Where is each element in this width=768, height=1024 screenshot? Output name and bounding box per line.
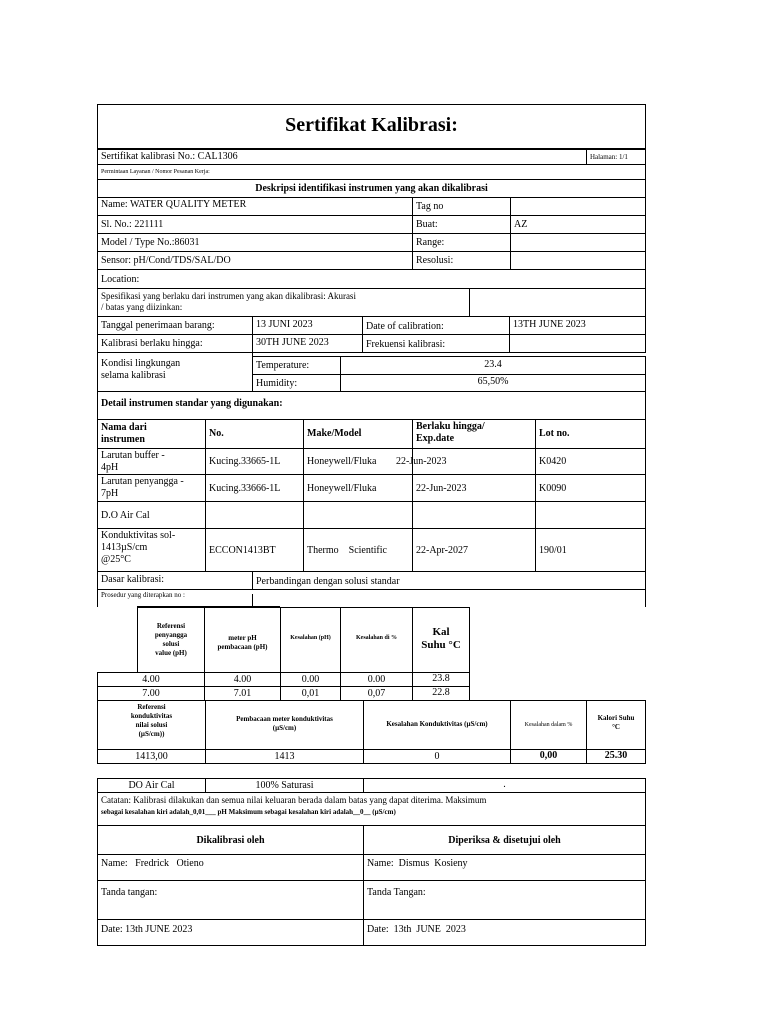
environment-label xyxy=(97,352,253,392)
std-row-exp: 22-Apr-2027 xyxy=(412,528,536,572)
specification xyxy=(97,288,470,317)
calibration-date-value: 13TH JUNE 2023 xyxy=(509,316,646,335)
page-title: Sertifikat Kalibrasi: xyxy=(285,114,458,136)
basis-value: Perbandingan dengan solusi standar xyxy=(252,571,646,590)
do-air-cal-value: 100% Saturasi xyxy=(205,778,364,793)
receipt-value: 13 JUNI 2023 xyxy=(252,316,363,335)
service-request: Permintaan Layanan / Nomor Pesanan Kerja: xyxy=(97,164,646,180)
cond-col-reading-line-2: (µS/cm) xyxy=(272,724,297,732)
std-row-no: Kucing.33666-1L xyxy=(205,474,304,502)
sensor: Sensor: pH/Cond/TDS/SAL/DO xyxy=(97,251,413,270)
ph-col-reference-line-3: solusi xyxy=(162,640,180,648)
ph-row-meter: 4.00 xyxy=(204,672,281,687)
specification-line-1: Spesifikasi yang berlaku dari instrumen yang akan dikalibrasi: Akurasi xyxy=(101,291,356,301)
ph-col-meter xyxy=(204,607,281,673)
ph-row-meter: 7.01 xyxy=(204,686,281,701)
ph-row-cal-temp: 22.8 xyxy=(412,686,470,701)
ph-col-cal-temp xyxy=(412,607,470,673)
std-col-exp xyxy=(412,419,536,449)
ph-col-reference-line-4: value (pH) xyxy=(155,649,187,657)
ph-col-error-percent: Kesalahan di % xyxy=(340,607,413,673)
page-number: Halaman: 1/1 xyxy=(586,149,646,165)
approved-by-header: Diperiksa & disetujui oleh xyxy=(363,825,646,855)
ph-col-error: Kesalahan (pH) xyxy=(280,607,341,673)
std-row-name xyxy=(97,474,206,502)
std-col-make: Make/Model xyxy=(303,419,413,449)
make-label: Buat: xyxy=(412,215,511,234)
valid-until-value: 30TH JUNE 2023 xyxy=(252,334,363,353)
description-header: Deskripsi identifikasi instrumen yang akan dikalibrasi xyxy=(97,179,646,198)
std-col-exp-line-2: Exp.date xyxy=(416,433,455,444)
cond-row-cal-temp: 25.30 xyxy=(586,749,646,764)
note xyxy=(97,792,646,826)
temperature-value: 23.4 xyxy=(340,356,646,375)
calibration-date-label: Date of calibration: xyxy=(362,316,510,335)
ph-col-reference xyxy=(137,607,205,673)
procedure: Prosedur yang diterapkan no : xyxy=(97,589,646,607)
environment-line-1: Kondisi lingkungan xyxy=(101,358,181,369)
std-row-lot: K0420 xyxy=(535,448,646,475)
range-label: Range: xyxy=(412,233,511,252)
tag-value xyxy=(510,197,646,216)
do-air-cal-label: DO Air Cal xyxy=(97,778,206,793)
ph-row-reference: 4.00 xyxy=(97,672,205,687)
tag-label: Tag no xyxy=(412,197,511,216)
std-col-no: No. xyxy=(205,419,304,449)
resolution-value xyxy=(510,251,646,270)
standard-instrument-header: Detail instrumen standar yang digunakan: xyxy=(97,391,646,420)
cond-col-reference-line-1: Referensi xyxy=(137,703,166,711)
specification-line-2: / batas yang diizinkan: xyxy=(101,302,183,312)
std-row-name: D.O Air Cal xyxy=(97,501,206,529)
environment-line-2: selama kalibrasi xyxy=(101,370,166,381)
calibrator-signature: Tanda tangan: xyxy=(97,880,364,920)
std-row-name-line-1: Larutan penyangga - xyxy=(101,476,184,487)
make-value: AZ xyxy=(510,215,646,234)
cond-col-cal-temp xyxy=(586,700,646,750)
std-row-lot: K0090 xyxy=(535,474,646,502)
ph-col-cal-temp-line-1: Kal xyxy=(432,626,450,638)
std-row-make xyxy=(303,501,413,529)
std-row-exp: 22-Jun-2023 xyxy=(412,474,536,502)
humidity-value: 65,50% xyxy=(340,374,646,392)
std-row-name xyxy=(97,448,206,475)
ph-row-reference: 7.00 xyxy=(97,686,205,701)
resolution-label: Resolusi: xyxy=(412,251,511,270)
std-col-name-line-2: instrumen xyxy=(101,434,145,445)
temperature-label: Temperature: xyxy=(252,356,341,375)
approver-date: Date: 13th JUNE 2023 xyxy=(363,919,646,946)
note-line-2: sebagai kesalahan kiri adalah_0,01___ pH Maksimum sebagai kesalahan kiri adalah__0__ (µS/cm) xyxy=(101,808,396,816)
std-row-no xyxy=(205,501,304,529)
cond-col-error-percent: Kesalahan dalam % xyxy=(510,700,587,750)
specification-value xyxy=(469,288,646,317)
std-row-name-line-3: @25°C xyxy=(101,554,131,565)
ph-row-cal-temp: 23.8 xyxy=(412,672,470,687)
serial-number: Sl. No.: 221111 xyxy=(97,215,413,234)
cond-col-reference-line-4: (µS/cm)) xyxy=(138,730,165,738)
ph-row-error: 0.00 xyxy=(280,672,341,687)
std-row-exp: 22-Jun-2023 xyxy=(395,448,536,475)
std-col-exp-line-1: Berlaku hingga/ xyxy=(416,421,485,432)
frequency-value xyxy=(509,334,646,353)
ph-col-meter-line-1: meter pH xyxy=(228,634,257,642)
receipt-label: Tanggal penerimaan barang: xyxy=(97,316,253,335)
ph-col-reference-line-2: penyangga xyxy=(154,631,188,639)
cond-col-reading-line-1: Pembacaan meter konduktivitas xyxy=(236,715,333,723)
cond-col-reading xyxy=(205,700,364,750)
std-col-name-line-1: Nama dari xyxy=(101,422,147,433)
do-air-cal-extra: . xyxy=(363,778,646,793)
std-row-name-line-2: 1413µS/cm xyxy=(101,542,148,553)
cond-row-error-percent: 0,00 xyxy=(510,749,587,764)
model-type: Model / Type No.:86031 xyxy=(97,233,413,252)
cond-col-reference xyxy=(97,700,206,750)
cond-col-error: Kesalahan Konduktivitas (µS/cm) xyxy=(363,700,511,750)
range-value xyxy=(510,233,646,252)
calibrated-by-header: Dikalibrasi oleh xyxy=(97,825,364,855)
cond-row-reading: 1413 xyxy=(205,749,364,764)
humidity-label: Humidity: xyxy=(252,374,341,392)
std-row-name-line-2: 7pH xyxy=(101,488,119,499)
std-col-lot: Lot no. xyxy=(535,419,646,449)
cond-col-cal-temp-line-2: °C xyxy=(612,723,620,731)
note-line-1: Catatan: Kalibrasi dilakukan dan semua nilai keluaran berada dalam batas yang dapat diterima. Maksimum xyxy=(101,795,487,805)
std-row-name-line-1: Larutan buffer - xyxy=(101,450,165,461)
cond-row-reference: 1413,00 xyxy=(97,749,206,764)
cond-col-reference-line-2: konduktivitas xyxy=(130,712,173,720)
std-row-lot xyxy=(535,501,646,529)
std-row-make: Honeywell/Fluka xyxy=(303,448,413,475)
approver-name: Name: Dismus Kosieny xyxy=(363,854,646,881)
std-row-no: Kucing.33665-1L xyxy=(205,448,304,475)
calibrator-date: Date: 13th JUNE 2023 xyxy=(97,919,364,946)
std-row-name-line-2: 4pH xyxy=(101,462,119,473)
instrument-name: Name: WATER QUALITY METER xyxy=(97,197,413,216)
std-row-lot: 190/01 xyxy=(535,528,646,572)
std-row-name xyxy=(97,528,206,572)
std-row-exp xyxy=(412,501,536,529)
std-col-name xyxy=(97,419,206,449)
std-row-name-line-1: Konduktivitas sol- xyxy=(101,530,176,541)
location: Location: xyxy=(97,269,646,289)
ph-row-error-percent: 0,07 xyxy=(340,686,413,701)
approver-signature: Tanda Tangan: xyxy=(363,880,646,920)
basis-label: Dasar kalibrasi: xyxy=(97,571,253,590)
cert-no: Sertifikat kalibrasi No.: CAL1306 xyxy=(97,149,587,165)
ph-col-reference-line-1: Referensi xyxy=(156,622,186,630)
ph-col-meter-line-2: pembacaan (pH) xyxy=(217,643,268,651)
valid-until-label: Kalibrasi berlaku hingga: xyxy=(97,334,253,353)
cond-row-error: 0 xyxy=(363,749,511,764)
frequency-label: Frekuensi kalibrasi: xyxy=(362,334,510,353)
ph-col-cal-temp-line-2: Suhu °C xyxy=(421,639,461,651)
ph-row-error-percent: 0.00 xyxy=(340,672,413,687)
cond-col-cal-temp-line-1: Kalori Suhu xyxy=(597,714,635,722)
ph-row-error: 0,01 xyxy=(280,686,341,701)
cond-col-reference-line-3: nilai solusi xyxy=(135,721,168,729)
calibrator-name: Name: Fredrick Otieno xyxy=(97,854,364,881)
std-row-no: ECCON1413BT xyxy=(205,528,304,572)
std-row-make: Thermo Scientific xyxy=(303,528,413,572)
std-row-make: Honeywell/Fluka xyxy=(303,474,413,502)
